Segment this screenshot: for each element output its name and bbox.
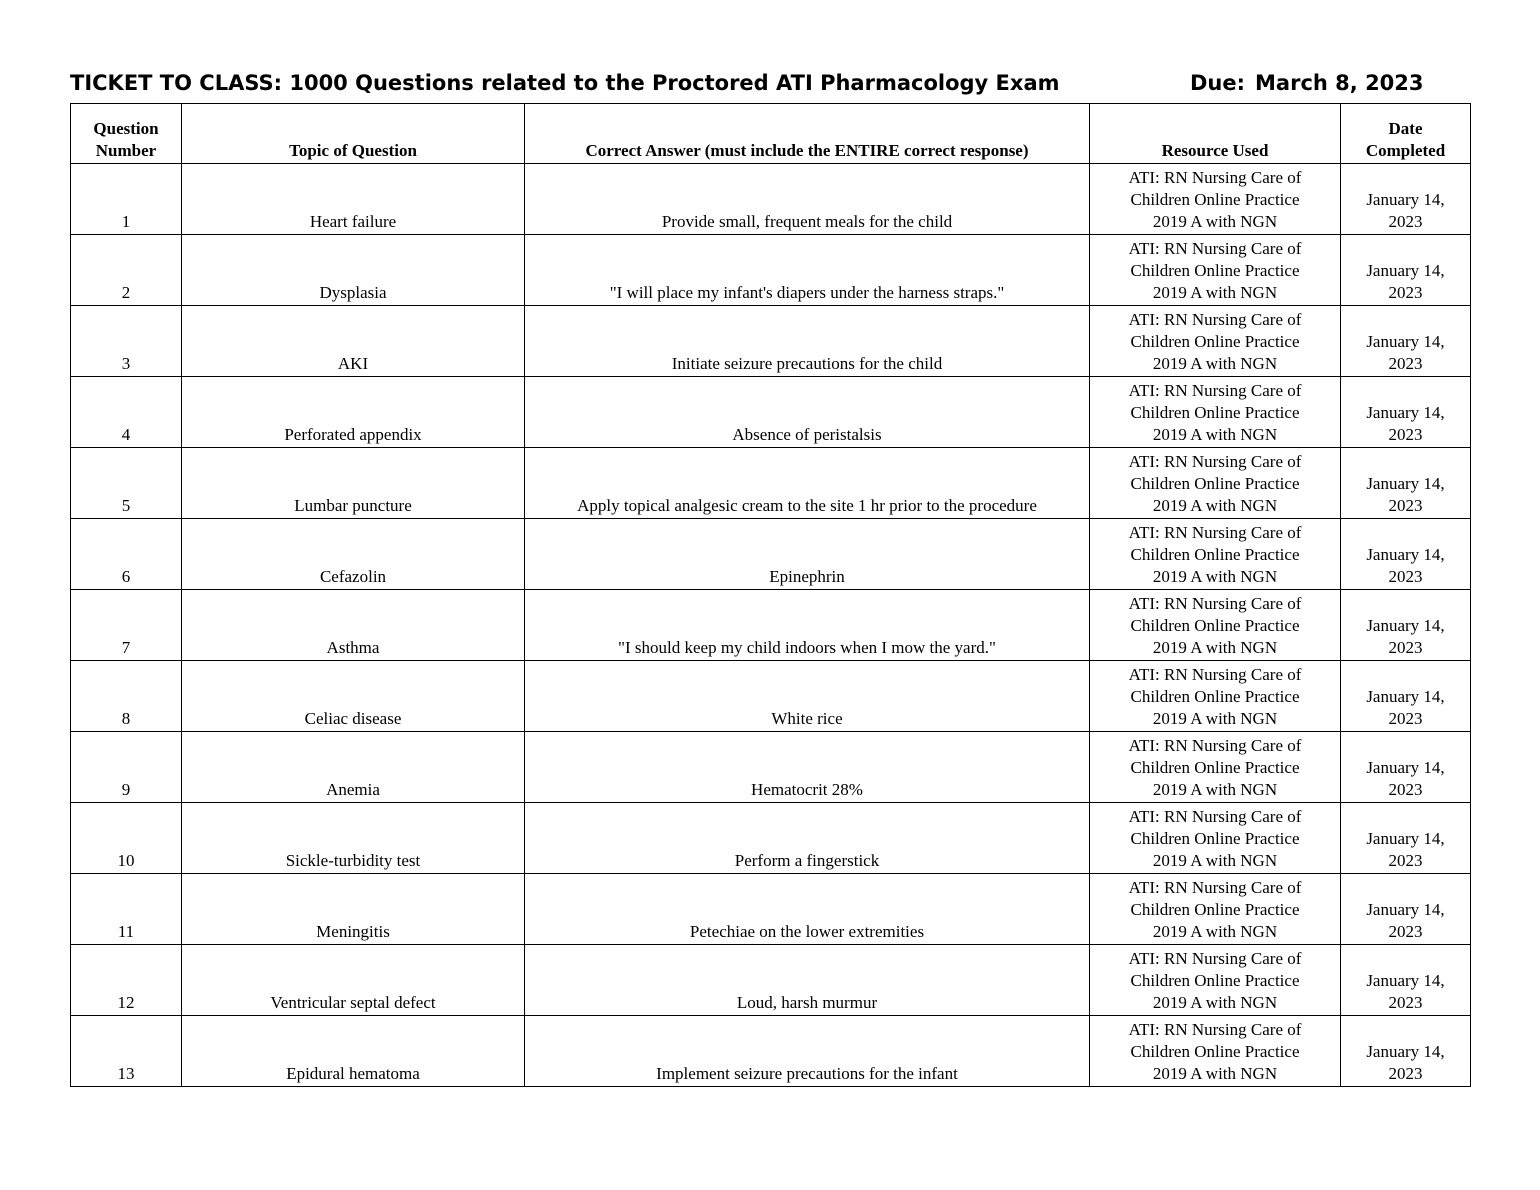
correct-answer-cell: Apply topical analgesic cream to the site 1 hr prior to the procedure	[525, 448, 1090, 519]
date-line: January 14,	[1366, 900, 1445, 919]
question-number-cell: 6	[71, 519, 182, 590]
date-line: 2023	[1388, 780, 1423, 799]
date-line: January 14,	[1366, 1042, 1445, 1061]
correct-answer-cell: White rice	[525, 661, 1090, 732]
question-number-cell: 11	[71, 874, 182, 945]
date-line: January 14,	[1366, 758, 1445, 777]
correct-answer-cell: "I will place my infant's diapers under the harness straps."	[525, 235, 1090, 306]
resource-line: Children Online Practice	[1130, 545, 1300, 564]
column-header-correct-answer: Correct Answer (must include the ENTIRE correct response)	[525, 104, 1090, 164]
date-line: January 14,	[1366, 261, 1445, 280]
date-line: January 14,	[1366, 616, 1445, 635]
resource-line: ATI: RN Nursing Care of	[1128, 452, 1302, 471]
resource-line: 2019 A with NGN	[1152, 567, 1278, 586]
resource-line: ATI: RN Nursing Care of	[1128, 381, 1302, 400]
table-row	[71, 732, 1471, 803]
resource-line: Children Online Practice	[1130, 971, 1300, 990]
resource-line: ATI: RN Nursing Care of	[1128, 1020, 1302, 1039]
resource-line: Children Online Practice	[1130, 687, 1300, 706]
resource-cell	[1090, 732, 1341, 803]
resource-line: Children Online Practice	[1130, 616, 1300, 635]
table-row	[71, 945, 1471, 1016]
resource-line: ATI: RN Nursing Care of	[1128, 736, 1302, 755]
date-line: 2023	[1388, 922, 1423, 941]
table-row	[71, 235, 1471, 306]
resource-line: ATI: RN Nursing Care of	[1128, 665, 1302, 684]
resource-line: Children Online Practice	[1130, 900, 1300, 919]
date-completed-cell	[1341, 306, 1471, 377]
resource-line: 2019 A with NGN	[1152, 638, 1278, 657]
questions-table	[70, 103, 1471, 1087]
resource-cell	[1090, 519, 1341, 590]
resource-line: 2019 A with NGN	[1152, 709, 1278, 728]
date-line: January 14,	[1366, 190, 1445, 209]
topic-cell: Perforated appendix	[182, 377, 525, 448]
resource-line: Children Online Practice	[1130, 474, 1300, 493]
date-completed-cell	[1341, 164, 1471, 235]
column-header-line: Date	[1388, 119, 1423, 138]
resource-line: 2019 A with NGN	[1152, 354, 1278, 373]
table-row	[71, 1016, 1471, 1087]
resource-line: ATI: RN Nursing Care of	[1128, 878, 1302, 897]
question-number-cell: 8	[71, 661, 182, 732]
date-line: 2023	[1388, 709, 1423, 728]
page-header	[70, 71, 1470, 103]
date-completed-cell	[1341, 448, 1471, 519]
date-completed-cell	[1341, 945, 1471, 1016]
correct-answer-cell: Epinephrin	[525, 519, 1090, 590]
date-completed-cell	[1341, 874, 1471, 945]
question-number-cell: 5	[71, 448, 182, 519]
resource-line: ATI: RN Nursing Care of	[1128, 807, 1302, 826]
date-completed-cell	[1341, 661, 1471, 732]
due-date-block	[1190, 71, 1424, 95]
resource-cell	[1090, 1016, 1341, 1087]
correct-answer-cell: Loud, harsh murmur	[525, 945, 1090, 1016]
resource-cell	[1090, 377, 1341, 448]
resource-line: Children Online Practice	[1130, 190, 1300, 209]
table-header-row	[71, 104, 1471, 164]
correct-answer-cell: "I should keep my child indoors when I mow the yard."	[525, 590, 1090, 661]
resource-line: Children Online Practice	[1130, 403, 1300, 422]
date-line: January 14,	[1366, 332, 1445, 351]
column-header-question-number	[71, 104, 182, 164]
topic-cell: Heart failure	[182, 164, 525, 235]
correct-answer-cell: Implement seizure precautions for the infant	[525, 1016, 1090, 1087]
question-number-cell: 7	[71, 590, 182, 661]
question-number-cell: 3	[71, 306, 182, 377]
resource-line: 2019 A with NGN	[1152, 212, 1278, 231]
resource-cell	[1090, 306, 1341, 377]
resource-cell	[1090, 448, 1341, 519]
column-header-line: Number	[95, 141, 157, 160]
resource-cell	[1090, 874, 1341, 945]
correct-answer-cell: Hematocrit 28%	[525, 732, 1090, 803]
resource-line: 2019 A with NGN	[1152, 922, 1278, 941]
question-number-cell: 4	[71, 377, 182, 448]
column-header-date-completed	[1341, 104, 1471, 164]
table-row	[71, 448, 1471, 519]
date-line: 2023	[1388, 567, 1423, 586]
date-line: January 14,	[1366, 545, 1445, 564]
table-row	[71, 803, 1471, 874]
question-number-cell: 12	[71, 945, 182, 1016]
date-line: 2023	[1388, 993, 1423, 1012]
topic-cell: Cefazolin	[182, 519, 525, 590]
resource-line: 2019 A with NGN	[1152, 425, 1278, 444]
resource-line: Children Online Practice	[1130, 261, 1300, 280]
date-line: 2023	[1388, 496, 1423, 515]
date-completed-cell	[1341, 590, 1471, 661]
question-number-cell: 10	[71, 803, 182, 874]
correct-answer-cell: Initiate seizure precautions for the child	[525, 306, 1090, 377]
date-completed-cell	[1341, 1016, 1471, 1087]
date-line: 2023	[1388, 283, 1423, 302]
table-row	[71, 590, 1471, 661]
correct-answer-cell: Petechiae on the lower extremities	[525, 874, 1090, 945]
table-row	[71, 519, 1471, 590]
date-line: January 14,	[1366, 687, 1445, 706]
table-row	[71, 377, 1471, 448]
topic-cell: Epidural hematoma	[182, 1016, 525, 1087]
date-line: January 14,	[1366, 474, 1445, 493]
due-label: Due:	[1190, 71, 1246, 95]
topic-cell: Celiac disease	[182, 661, 525, 732]
question-number-cell: 1	[71, 164, 182, 235]
topic-cell: Sickle-turbidity test	[182, 803, 525, 874]
topic-cell: Anemia	[182, 732, 525, 803]
resource-line: Children Online Practice	[1130, 758, 1300, 777]
resource-line: Children Online Practice	[1130, 332, 1300, 351]
column-header-line: Question	[93, 119, 159, 138]
column-header-line: Completed	[1365, 141, 1446, 160]
date-line: 2023	[1388, 212, 1423, 231]
due-date: March 8, 2023	[1255, 71, 1424, 95]
resource-line: ATI: RN Nursing Care of	[1128, 310, 1302, 329]
date-completed-cell	[1341, 235, 1471, 306]
date-line: January 14,	[1366, 971, 1445, 990]
question-number-cell: 13	[71, 1016, 182, 1087]
resource-line: 2019 A with NGN	[1152, 993, 1278, 1012]
date-completed-cell	[1341, 803, 1471, 874]
resource-line: Children Online Practice	[1130, 829, 1300, 848]
question-number-cell: 2	[71, 235, 182, 306]
date-line: 2023	[1388, 354, 1423, 373]
column-header-resource: Resource Used	[1090, 104, 1341, 164]
topic-cell: AKI	[182, 306, 525, 377]
resource-line: 2019 A with NGN	[1152, 780, 1278, 799]
date-completed-cell	[1341, 732, 1471, 803]
resource-line: Children Online Practice	[1130, 1042, 1300, 1061]
page-title: TICKET TO CLASS: 1000 Questions related to the Proctored ATI Pharmacology Exam	[70, 71, 1060, 95]
table-row	[71, 164, 1471, 235]
date-line: 2023	[1388, 425, 1423, 444]
resource-line: 2019 A with NGN	[1152, 851, 1278, 870]
topic-cell: Meningitis	[182, 874, 525, 945]
column-header-topic: Topic of Question	[182, 104, 525, 164]
resource-cell	[1090, 590, 1341, 661]
correct-answer-cell: Provide small, frequent meals for the child	[525, 164, 1090, 235]
resource-line: ATI: RN Nursing Care of	[1128, 523, 1302, 542]
table-row	[71, 306, 1471, 377]
question-number-cell: 9	[71, 732, 182, 803]
resource-line: ATI: RN Nursing Care of	[1128, 594, 1302, 613]
resource-cell	[1090, 164, 1341, 235]
date-line: 2023	[1388, 1064, 1423, 1083]
resource-line: ATI: RN Nursing Care of	[1128, 168, 1302, 187]
resource-cell	[1090, 945, 1341, 1016]
resource-line: 2019 A with NGN	[1152, 1064, 1278, 1083]
date-line: January 14,	[1366, 829, 1445, 848]
resource-line: 2019 A with NGN	[1152, 283, 1278, 302]
resource-line: ATI: RN Nursing Care of	[1128, 949, 1302, 968]
resource-line: 2019 A with NGN	[1152, 496, 1278, 515]
date-completed-cell	[1341, 377, 1471, 448]
resource-cell	[1090, 803, 1341, 874]
date-line: 2023	[1388, 638, 1423, 657]
table-row	[71, 874, 1471, 945]
topic-cell: Lumbar puncture	[182, 448, 525, 519]
resource-cell	[1090, 661, 1341, 732]
correct-answer-cell: Absence of peristalsis	[525, 377, 1090, 448]
topic-cell: Asthma	[182, 590, 525, 661]
resource-line: ATI: RN Nursing Care of	[1128, 239, 1302, 258]
topic-cell: Dysplasia	[182, 235, 525, 306]
date-completed-cell	[1341, 519, 1471, 590]
topic-cell: Ventricular septal defect	[182, 945, 525, 1016]
correct-answer-cell: Perform a fingerstick	[525, 803, 1090, 874]
date-line: 2023	[1388, 851, 1423, 870]
resource-cell	[1090, 235, 1341, 306]
date-line: January 14,	[1366, 403, 1445, 422]
table-row	[71, 661, 1471, 732]
